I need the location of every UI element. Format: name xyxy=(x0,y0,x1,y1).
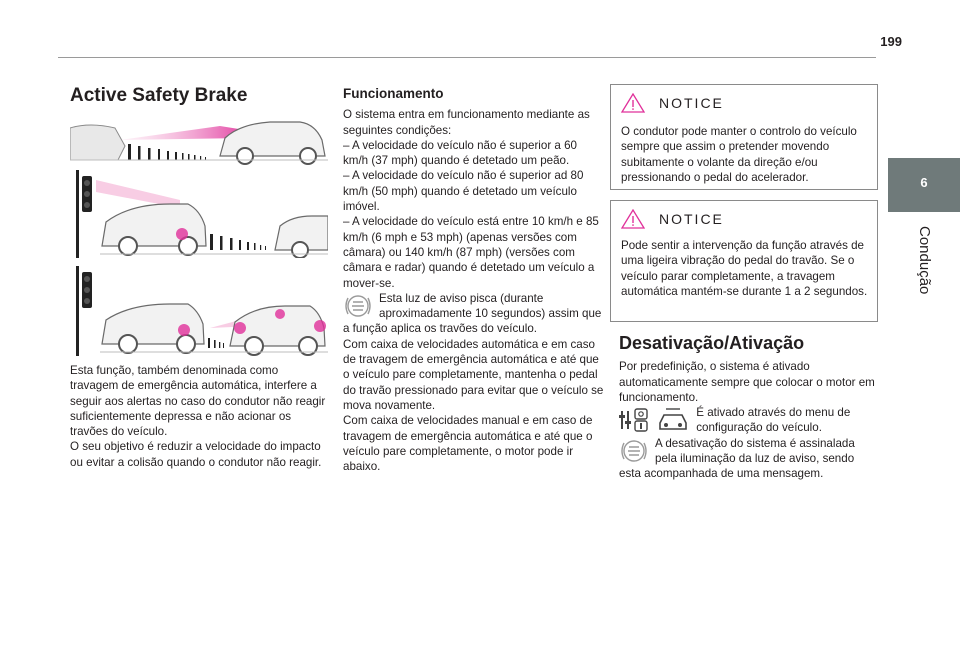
intro-text xyxy=(70,363,328,470)
operation-heading: Funcionamento xyxy=(343,86,444,101)
intro-paragraph: Esta função, também denominada como travagem de emergência automática, interfere a seguir aos alertas no caso do condutor não reagir suficientemente depressa e não acionar os travões do veículo. xyxy=(70,364,326,439)
illustration-sensor-detection xyxy=(70,116,328,166)
condition-stationary-vehicle: – A velocidade do veículo não é superior ad 80 km/h (50 mph) quando é detetado um veículo imóvel. xyxy=(343,169,584,214)
active-safety-brake-warning-light-icon xyxy=(619,438,649,464)
notice-header xyxy=(621,93,724,113)
chapter-tab-label: Condução xyxy=(916,226,933,295)
deactivation-heading: Desativação/Ativação xyxy=(619,333,805,353)
manual-gearbox-paragraph: Com caixa de velocidades manual e em caso de travagem de emergência automática e até que o veículo pare completamente, o motor pode ir abaixo. xyxy=(343,414,593,474)
page-title: Active Safety Brake xyxy=(70,85,248,106)
illustration-braking-phase xyxy=(70,266,328,356)
notice-text: Pode sentir a intervenção da função através de uma ligeira vibração do pedal do travão. Se o veículo parar completamente, a travagem automática mantém-se durante 1 a 2 segundos. xyxy=(621,239,868,298)
deactivation-indicator-text: A desativação do sistema é assinalada pela iluminação da luz de aviso, sendo esta acompanhada de uma mensagem. xyxy=(619,436,855,481)
illustration-alert-phase xyxy=(70,170,328,258)
vehicle-settings-icon xyxy=(619,407,649,433)
default-activation-text: Por predefinição, o sistema é ativado automaticamente sempre que colocar o motor em funcionamento. xyxy=(619,360,875,404)
deactivation-indicator-paragraph xyxy=(619,436,875,482)
operation-intro: O sistema entra em funcionamento mediante as seguintes condições: xyxy=(343,108,590,137)
notice-title: NOTICE xyxy=(659,211,724,227)
warning-light-paragraph xyxy=(343,291,605,337)
menu-icons xyxy=(619,407,690,433)
warning-triangle-icon xyxy=(621,209,645,229)
condition-moving-vehicle: – A velocidade do veículo está entre 10 km/h e 85 km/h (6 mph e 53 mph) (apenas versões com câmara) ou 140 km/h (87 mph) (versões com câmara e radar) quando é detetado um veículo a mover-se. xyxy=(343,215,599,290)
automatic-gearbox-paragraph: Com caixa de velocidades automática e em caso de travagem de emergência automática e até que o veículo pare completamente, mantenha o pedal do travão pressionado para evitar que o veículo se mova novamente. xyxy=(343,337,604,412)
notice-header xyxy=(621,209,724,229)
warning-triangle-icon xyxy=(621,93,645,113)
menu-activation-text: É ativado através do menu de configuração do veículo. xyxy=(696,406,851,435)
deactivation-section xyxy=(619,333,875,482)
page-number: 199 xyxy=(880,34,902,49)
notice-text: O condutor pode manter o controlo do veículo sempre que assim o pretender movendo subitamente o volante da direção e/ou pressionando o pedal do acelerador. xyxy=(621,125,857,184)
car-settings-icon xyxy=(656,407,690,433)
menu-activation-paragraph xyxy=(619,405,875,436)
notice-box-2 xyxy=(610,200,878,322)
objective-paragraph: O seu objetivo é reduzir a velocidade do impacto ou evitar a colisão quando o condutor não reagir. xyxy=(70,440,322,469)
condition-pedestrian: – A velocidade do veículo não é superior a 60 km/h (37 mph) quando é detetado um peão. xyxy=(343,138,577,168)
notice-box-1 xyxy=(610,84,878,190)
warning-light-text: Esta luz de aviso pisca (durante aproximadamente 10 segundos) assim que a função aplica os travões do veículo. xyxy=(343,291,602,336)
notice-title: NOTICE xyxy=(659,95,724,111)
chapter-tab-number: 6 xyxy=(920,175,928,190)
top-rule xyxy=(58,57,876,58)
operation-section xyxy=(343,86,605,474)
active-safety-brake-warning-light-icon xyxy=(343,293,373,319)
